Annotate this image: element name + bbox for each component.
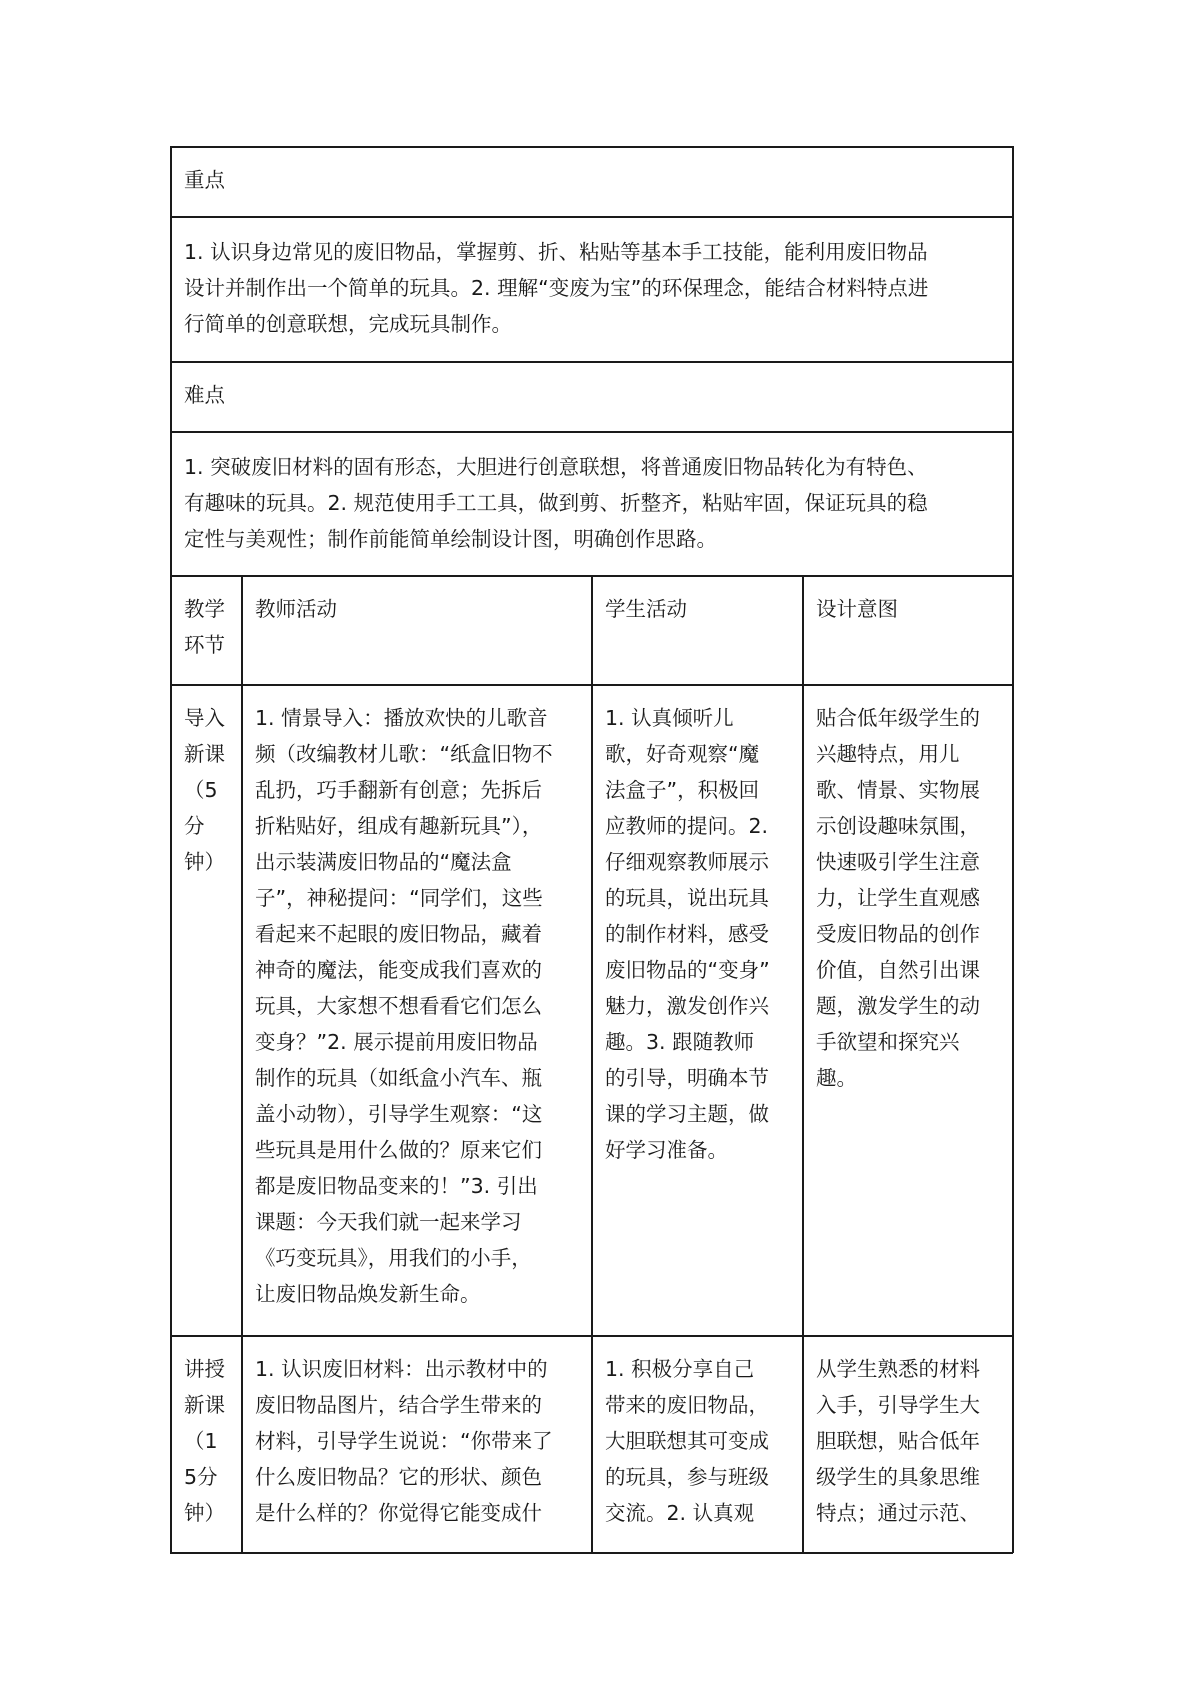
text-line: 快速吸引学生注意 (816, 850, 980, 874)
text-line: 1. 认真倾听儿 (605, 706, 734, 730)
text-line: 从学生熟悉的材料 (816, 1357, 980, 1381)
text-line: 课的学习主题，做 (605, 1102, 769, 1126)
text-line: 都是废旧物品变来的！”3. 引出 (255, 1174, 538, 1198)
text-line: 仔细观察教师展示 (605, 850, 769, 874)
text-line: 好学习准备。 (605, 1138, 728, 1162)
header-design-intent: 设计意图 (816, 597, 898, 621)
text-line: 魅力，激发创作兴 (605, 994, 769, 1018)
text-line: 兴趣特点，用儿 (816, 742, 960, 766)
column-divider (241, 575, 243, 1553)
column-divider (802, 575, 804, 1553)
table-border-left (170, 146, 172, 1553)
text-line: 神奇的魔法，能变成我们喜欢的 (255, 958, 542, 982)
text-line: 级学生的具象思维 (816, 1465, 980, 1489)
text-line: 行简单的创意联想，完成玩具制作。 (184, 312, 512, 336)
text-line: 玩具，大家想不想看看它们怎么 (255, 994, 542, 1018)
text-line: 什么废旧物品？它的形状、颜色 (255, 1465, 542, 1489)
text-line: 频（改编教材儿歌：“纸盒旧物不 (255, 742, 553, 766)
key-points-label: 重点 (184, 168, 225, 192)
text-line: 趣。 (816, 1066, 857, 1090)
text-line: 乱扔，巧手翻新有创意；先拆后 (255, 778, 542, 802)
text-line: 废旧物品的“变身” (605, 958, 770, 982)
text-line: 《巧变玩具》，用我们的小手， (255, 1246, 532, 1270)
text-line: （5 (184, 778, 218, 802)
text-line: 新课 (184, 742, 225, 766)
text-line: 1. 情景导入：播放欢快的儿歌音 (255, 706, 548, 730)
text-line: 盖小动物），引导学生观察：“这 (255, 1102, 543, 1126)
text-line: 设计并制作出一个简单的玩具。2. 理解“变废为宝”的环保理念，能结合材料特点进 (184, 276, 929, 300)
table-divider (170, 361, 1013, 363)
text-line: 入手，引导学生大 (816, 1393, 980, 1417)
text-line: 子”，神秘提问：“同学们，这些 (255, 886, 543, 910)
text-line: 特点；通过示范、 (816, 1501, 980, 1525)
text-line: 的制作材料，感受 (605, 922, 769, 946)
text-line: 分 (184, 814, 205, 838)
column-divider (591, 575, 593, 1553)
text-line: 带来的废旧物品， (605, 1393, 769, 1417)
text-line: 1. 积极分享自己 (605, 1357, 755, 1381)
text-line: 受废旧物品的创作 (816, 922, 980, 946)
text-line: 导入 (184, 706, 225, 730)
header-teacher-activity: 教师活动 (255, 597, 337, 621)
text-line: 材料，引导学生说说：“你带来了 (255, 1429, 553, 1453)
text-line: 钟） (184, 850, 225, 874)
text-line: 折粘贴好，组成有趣新玩具”）， (255, 814, 543, 838)
text-line: 交流。2. 认真观 (605, 1501, 755, 1525)
text-line: 大胆联想其可变成 (605, 1429, 769, 1453)
text-line: 钟） (184, 1501, 225, 1525)
text-line: 看起来不起眼的废旧物品，藏着 (255, 922, 542, 946)
header-student-activity: 学生活动 (605, 597, 687, 621)
text-line: 些玩具是用什么做的？原来它们 (255, 1138, 542, 1162)
text-line: 法盒子”，积极回 (605, 778, 760, 802)
text-line: 新课 (184, 1393, 225, 1417)
text-line: 让废旧物品焕发新生命。 (255, 1282, 481, 1306)
text-line: 出示装满废旧物品的“魔法盒 (255, 850, 512, 874)
text-line: 价值，自然引出课 (816, 958, 980, 982)
text-line: 歌，好奇观察“魔 (605, 742, 760, 766)
difficulties-label: 难点 (184, 383, 225, 407)
text-line: 趣。3. 跟随教师 (605, 1030, 755, 1054)
table-border-right (1012, 146, 1014, 1553)
text-line: 1. 突破废旧材料的固有形态，大胆进行创意联想，将普通废旧物品转化为有特色、 (184, 455, 928, 479)
table-divider (170, 431, 1013, 433)
text-line: 1. 认识身边常见的废旧物品，掌握剪、折、粘贴等基本手工技能，能利用废旧物品 (184, 240, 928, 264)
text-line: 贴合低年级学生的 (816, 706, 980, 730)
text-line: 的玩具，参与班级 (605, 1465, 769, 1489)
text-line: 废旧物品图片，结合学生带来的 (255, 1393, 542, 1417)
text-line: 有趣味的玩具。2. 规范使用手工工具，做到剪、折整齐，粘贴牢固，保证玩具的稳 (184, 491, 928, 515)
text-line: （1 (184, 1429, 218, 1453)
text-line: 胆联想，贴合低年 (816, 1429, 980, 1453)
text-line: 讲授 (184, 1357, 225, 1381)
text-line: 变身？”2. 展示提前用废旧物品 (255, 1030, 538, 1054)
table-divider (170, 216, 1013, 218)
text-line: 应教师的提问。2. (605, 814, 769, 838)
text-line: 环节 (184, 633, 225, 657)
text-line: 示创设趣味氛围， (816, 814, 980, 838)
table-border-top (170, 146, 1013, 148)
text-line: 手欲望和探究兴 (816, 1030, 960, 1054)
text-line: 制作的玩具（如纸盒小汽车、瓶 (255, 1066, 542, 1090)
text-line: 的玩具，说出玩具 (605, 886, 769, 910)
text-line: 课题：今天我们就一起来学习 (255, 1210, 522, 1234)
text-line: 歌、情景、实物展 (816, 778, 980, 802)
text-line: 是什么样的？你觉得它能变成什 (255, 1501, 542, 1525)
text-line: 题，激发学生的动 (816, 994, 980, 1018)
text-line: 5分 (184, 1465, 218, 1489)
text-line: 定性与美观性；制作前能简单绘制设计图，明确创作思路。 (184, 527, 717, 551)
text-line: 1. 认识废旧材料：出示教材中的 (255, 1357, 548, 1381)
text-line: 的引导，明确本节 (605, 1066, 769, 1090)
text-line: 教学 (184, 597, 225, 621)
text-line: 力，让学生直观感 (816, 886, 980, 910)
